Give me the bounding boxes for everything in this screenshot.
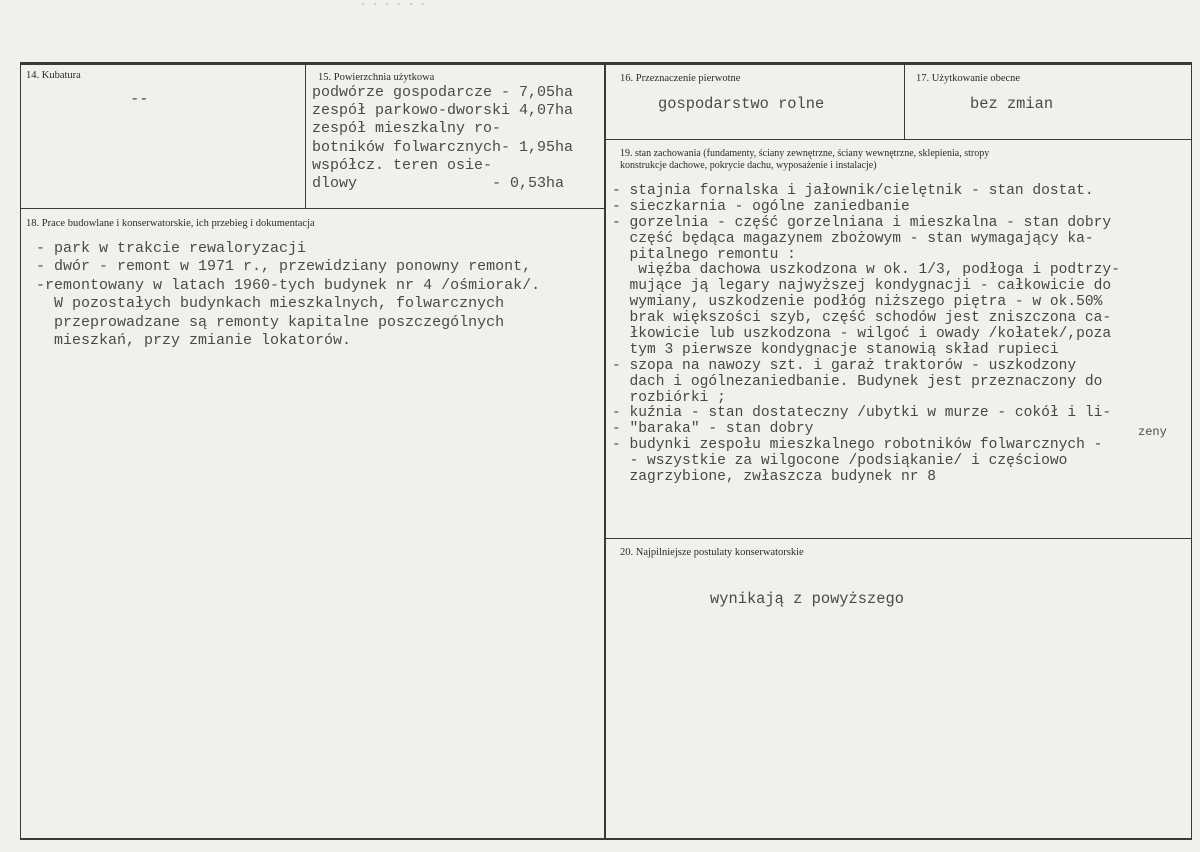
value-przeznaczenie: gospodarstwo rolne <box>658 95 825 113</box>
label-15-powierzchnia: 15. Powierzchnia użytkowa <box>318 72 435 83</box>
row1-bottom-rule-left <box>20 208 604 209</box>
works-line: -remontowany w latach 1960-tych budynek nr 4 /ośmiorak/. <box>36 276 541 294</box>
area-line: podwórze gospodarcze - 7,05ha <box>312 84 574 101</box>
area-line: dlowy - 0,53ha <box>312 174 565 192</box>
label-16-przeznaczenie: 16. Przeznaczenie pierwotne <box>620 73 741 84</box>
divider-16-17 <box>904 62 905 139</box>
area-line: współcz. teren osie- <box>312 156 493 174</box>
margin-note-zeny: zeny <box>1138 425 1167 439</box>
label-19-stan-line2: konstrukcje dachowe, pokrycie dachu, wyposażenie i instalacje) <box>620 160 877 171</box>
condition-line: - kuźnia - stan dostateczny /ubytki w murze - cokół i li- <box>612 405 1112 422</box>
condition-line: więźba dachowa uszkodzona w ok. 1/3, podłoga i podtrzy- <box>612 262 1120 279</box>
works-line: - park w trakcie rewaloryzacji <box>36 240 307 257</box>
condition-line: - sieczkarnia - ogólne zaniedbanie <box>612 198 910 215</box>
condition-line: brak większości szyb, część schodów jest zniszczona ca- <box>612 310 1112 327</box>
bottom-rule <box>20 838 1192 840</box>
label-20-postulaty: 20. Najpilniejsze postulaty konserwatorskie <box>620 547 804 558</box>
area-line: botników folwarcznych- 1,95ha <box>312 138 574 156</box>
condition-line: zagrzybione, zwłaszcza budynek nr 8 <box>612 469 937 486</box>
value-kubatura: -- <box>130 90 149 108</box>
divider-center <box>604 62 606 840</box>
area-list <box>312 84 573 193</box>
condition-line: wymiany, uszkodzenie podłóg niższego piętra - w ok.50% <box>612 294 1103 311</box>
works-line: przeprowadzane są remonty kapitalne poszczególnych <box>36 313 505 331</box>
row1-bottom-rule-right <box>606 139 1192 140</box>
condition-line: mujące ją legary najwyższej kondygnacji - całkowicie do <box>612 278 1112 295</box>
condition-line: dach i ogólnezaniedbanie. Budynek jest przeznaczony do <box>612 373 1103 390</box>
condition-line: pitalnego remontu : <box>612 246 796 263</box>
condition-line: - gorzelnia - część gorzelniana i mieszkalna - stan dobry <box>612 214 1112 231</box>
condition-line: część będąca magazynem zbożowym - stan wymagający ka- <box>612 230 1094 247</box>
left-border <box>20 62 21 840</box>
condition-line: rozbiórki ; <box>612 389 726 406</box>
label-18-prace: 18. Prace budowlane i konserwatorskie, ich przebieg i dokumentacja <box>26 218 315 229</box>
area-line: zespół parkowo-dworski 4,07ha <box>312 102 574 120</box>
works-list <box>36 240 540 350</box>
label-14-kubatura: 14. Kubatura <box>26 70 81 81</box>
value-uzytkowanie: bez zmian <box>970 95 1054 113</box>
condition-line: tym 3 pierwsze kondygnacje stanowią skład rupieci <box>612 341 1059 358</box>
divider-14-15 <box>305 62 306 208</box>
condition-line: - wszystkie za wilgocone /podsiąkanie/ i częściowo <box>612 453 1068 470</box>
condition-line: - szopa na nawozy szt. i garaż traktorów - uszkodzony <box>612 357 1077 374</box>
label-19-stan-line1: 19. stan zachowania (fundamenty, ściany zewnętrzne, ściany wewnętrzne, sklepienia, stropy <box>620 148 990 159</box>
works-line: W pozostałych budynkach mieszkalnych, folwarcznych <box>36 295 505 313</box>
condition-line: - stajnia fornalska i jałownik/cielętnik - stan dostat. <box>612 183 1094 199</box>
condition-line: - "baraka" - stan dobry <box>612 421 814 438</box>
label-17-uzytkowanie: 17. Użytkowanie obecne <box>916 73 1021 84</box>
right-border <box>1191 62 1192 840</box>
condition-list <box>612 183 1120 485</box>
works-line: mieszkań, przy zmianie lokatorów. <box>36 331 352 349</box>
section20-rule <box>606 538 1192 539</box>
top-rule <box>20 62 1192 65</box>
area-line: zespół mieszkalny ro- <box>312 120 502 138</box>
value-postulaty: wynikają z powyższego <box>710 590 904 608</box>
faint-top-marks: · · · - - - <box>360 0 427 11</box>
condition-line: - budynki zespołu mieszkalnego robotników folwarcznych - <box>612 437 1103 454</box>
condition-line: łkowicie lub uszkodzona - wilgoć i owady /kołatek/,poza <box>612 326 1112 343</box>
works-line: - dwór - remont w 1971 r., przewidziany ponowny remont, <box>36 258 532 276</box>
